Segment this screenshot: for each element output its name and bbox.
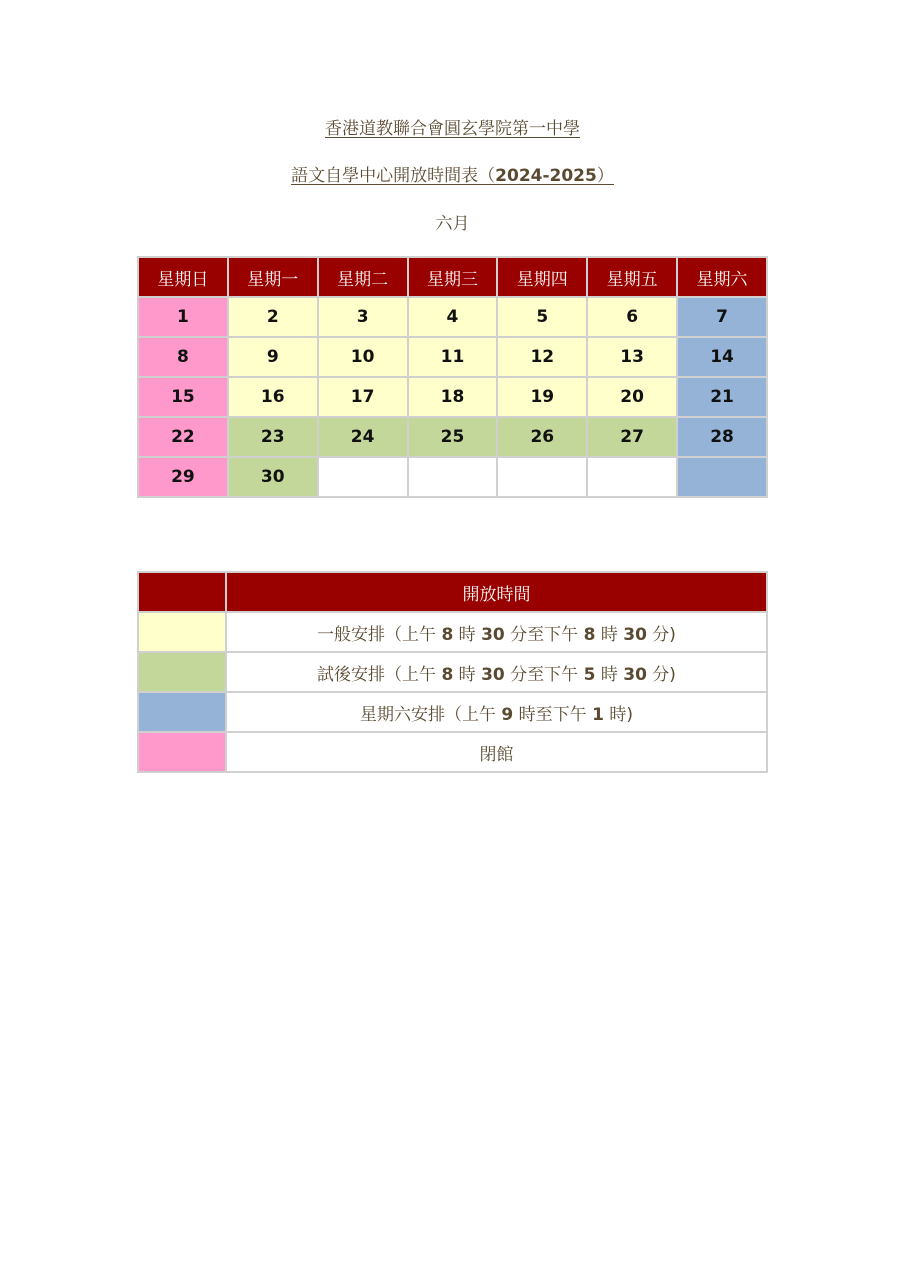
- calendar-day-cell: 6: [587, 297, 677, 337]
- legend-text-part: 5: [583, 664, 596, 685]
- calendar-day-cell: 8: [138, 337, 228, 377]
- legend-text-part: 30: [623, 624, 647, 645]
- school-name: 香港道教聯合會圓玄學院第一中學: [325, 119, 580, 139]
- legend-text-part: 時: [453, 624, 482, 645]
- legend-header-swatch: [138, 572, 226, 612]
- calendar-empty-cell: [497, 457, 587, 497]
- legend-text-part: 一般安排（上午: [317, 624, 442, 645]
- legend-text-part: 30: [481, 624, 505, 645]
- calendar-day-cell: 24: [318, 417, 408, 457]
- calendar-day-cell: 27: [587, 417, 677, 457]
- legend-description: [226, 732, 767, 772]
- calendar-header-row: [138, 257, 767, 297]
- calendar-day-cell: 22: [138, 417, 228, 457]
- calendar-day-cell: 10: [318, 337, 408, 377]
- calendar-day-cell: 9: [228, 337, 318, 377]
- calendar-day-cell: 12: [497, 337, 587, 377]
- calendar-day-cell: 1: [138, 297, 228, 337]
- legend-color-swatch: [138, 652, 226, 692]
- weekday-header: 星期三: [408, 257, 498, 297]
- month-text: 六月: [435, 214, 470, 234]
- legend-text-part: 1: [592, 704, 604, 725]
- calendar-empty-cell: [408, 457, 498, 497]
- calendar-week-row: [138, 337, 767, 377]
- legend-text-part: 8: [441, 664, 454, 685]
- legend-text-part: 9: [501, 704, 514, 725]
- calendar-empty-cell: [318, 457, 408, 497]
- weekday-header: 星期日: [138, 257, 228, 297]
- calendar-day-cell: 7: [677, 297, 767, 337]
- calendar-day-cell: 26: [497, 417, 587, 457]
- calendar-empty-cell: [677, 457, 767, 497]
- legend-text-part: 閉館: [479, 744, 514, 765]
- legend-row: [138, 732, 767, 772]
- weekday-header: 星期六: [677, 257, 767, 297]
- calendar-day-cell: 21: [677, 377, 767, 417]
- legend-color-swatch: [138, 612, 226, 652]
- calendar-body: [138, 297, 767, 497]
- calendar-day-cell: 13: [587, 337, 677, 377]
- legend-text-part: 時: [453, 664, 482, 685]
- legend-color-swatch: [138, 732, 226, 772]
- calendar-table: [137, 256, 768, 498]
- month-label: [0, 209, 905, 234]
- timetable-year: 2024-2025: [495, 166, 597, 186]
- legend-table: [137, 571, 768, 773]
- legend-text-part: 分): [646, 664, 676, 685]
- legend-row: [138, 652, 767, 692]
- legend-text-part: 時: [595, 664, 624, 685]
- legend-description: [226, 652, 767, 692]
- calendar-day-cell: 16: [228, 377, 318, 417]
- legend-text-part: 8: [441, 624, 454, 645]
- calendar-day-cell: 25: [408, 417, 498, 457]
- calendar-week-row: [138, 297, 767, 337]
- legend-text-part: 星期六安排（上午: [360, 704, 502, 725]
- calendar-week-row: [138, 457, 767, 497]
- legend-text-part: 時至下午: [513, 704, 593, 725]
- weekday-header: 星期一: [228, 257, 318, 297]
- legend-description: [226, 612, 767, 652]
- legend-header-row: [138, 572, 767, 612]
- legend-body: [138, 612, 767, 772]
- weekday-header: 星期二: [318, 257, 408, 297]
- legend-description: [226, 692, 767, 732]
- calendar-day-cell: 15: [138, 377, 228, 417]
- legend-text-part: 分至下午: [504, 664, 584, 685]
- legend-text-part: 分): [646, 624, 676, 645]
- legend-text-part: 時): [603, 704, 633, 725]
- calendar-day-cell: 5: [497, 297, 587, 337]
- calendar-week-row: [138, 377, 767, 417]
- legend-row: [138, 692, 767, 732]
- calendar-day-cell: 19: [497, 377, 587, 417]
- calendar-day-cell: 3: [318, 297, 408, 337]
- legend-text-part: 30: [481, 664, 505, 685]
- calendar-day-cell: 28: [677, 417, 767, 457]
- calendar-day-cell: 20: [587, 377, 677, 417]
- calendar-day-cell: 23: [228, 417, 318, 457]
- legend-text-part: 8: [583, 624, 596, 645]
- legend-text-part: 時: [595, 624, 624, 645]
- legend-color-swatch: [138, 692, 226, 732]
- legend-text-part: 分至下午: [504, 624, 584, 645]
- calendar-day-cell: 18: [408, 377, 498, 417]
- calendar-week-row: [138, 417, 767, 457]
- timetable-title: [0, 161, 905, 186]
- calendar-day-cell: 11: [408, 337, 498, 377]
- legend-text-part: 試後安排（上午: [317, 664, 442, 685]
- calendar-day-cell: 2: [228, 297, 318, 337]
- calendar-day-cell: 29: [138, 457, 228, 497]
- legend-text-part: 30: [623, 664, 647, 685]
- calendar-day-cell: 4: [408, 297, 498, 337]
- calendar-day-cell: 17: [318, 377, 408, 417]
- calendar-empty-cell: [587, 457, 677, 497]
- calendar-day-cell: 30: [228, 457, 318, 497]
- calendar-day-cell: 14: [677, 337, 767, 377]
- weekday-header: 星期五: [587, 257, 677, 297]
- legend-header-label: 開放時間: [226, 572, 767, 612]
- legend-row: [138, 612, 767, 652]
- timetable-title-suffix: ）: [596, 166, 614, 186]
- school-title: [0, 114, 905, 139]
- weekday-header: 星期四: [497, 257, 587, 297]
- timetable-title-text: 語文自學中心開放時間表（: [291, 166, 496, 186]
